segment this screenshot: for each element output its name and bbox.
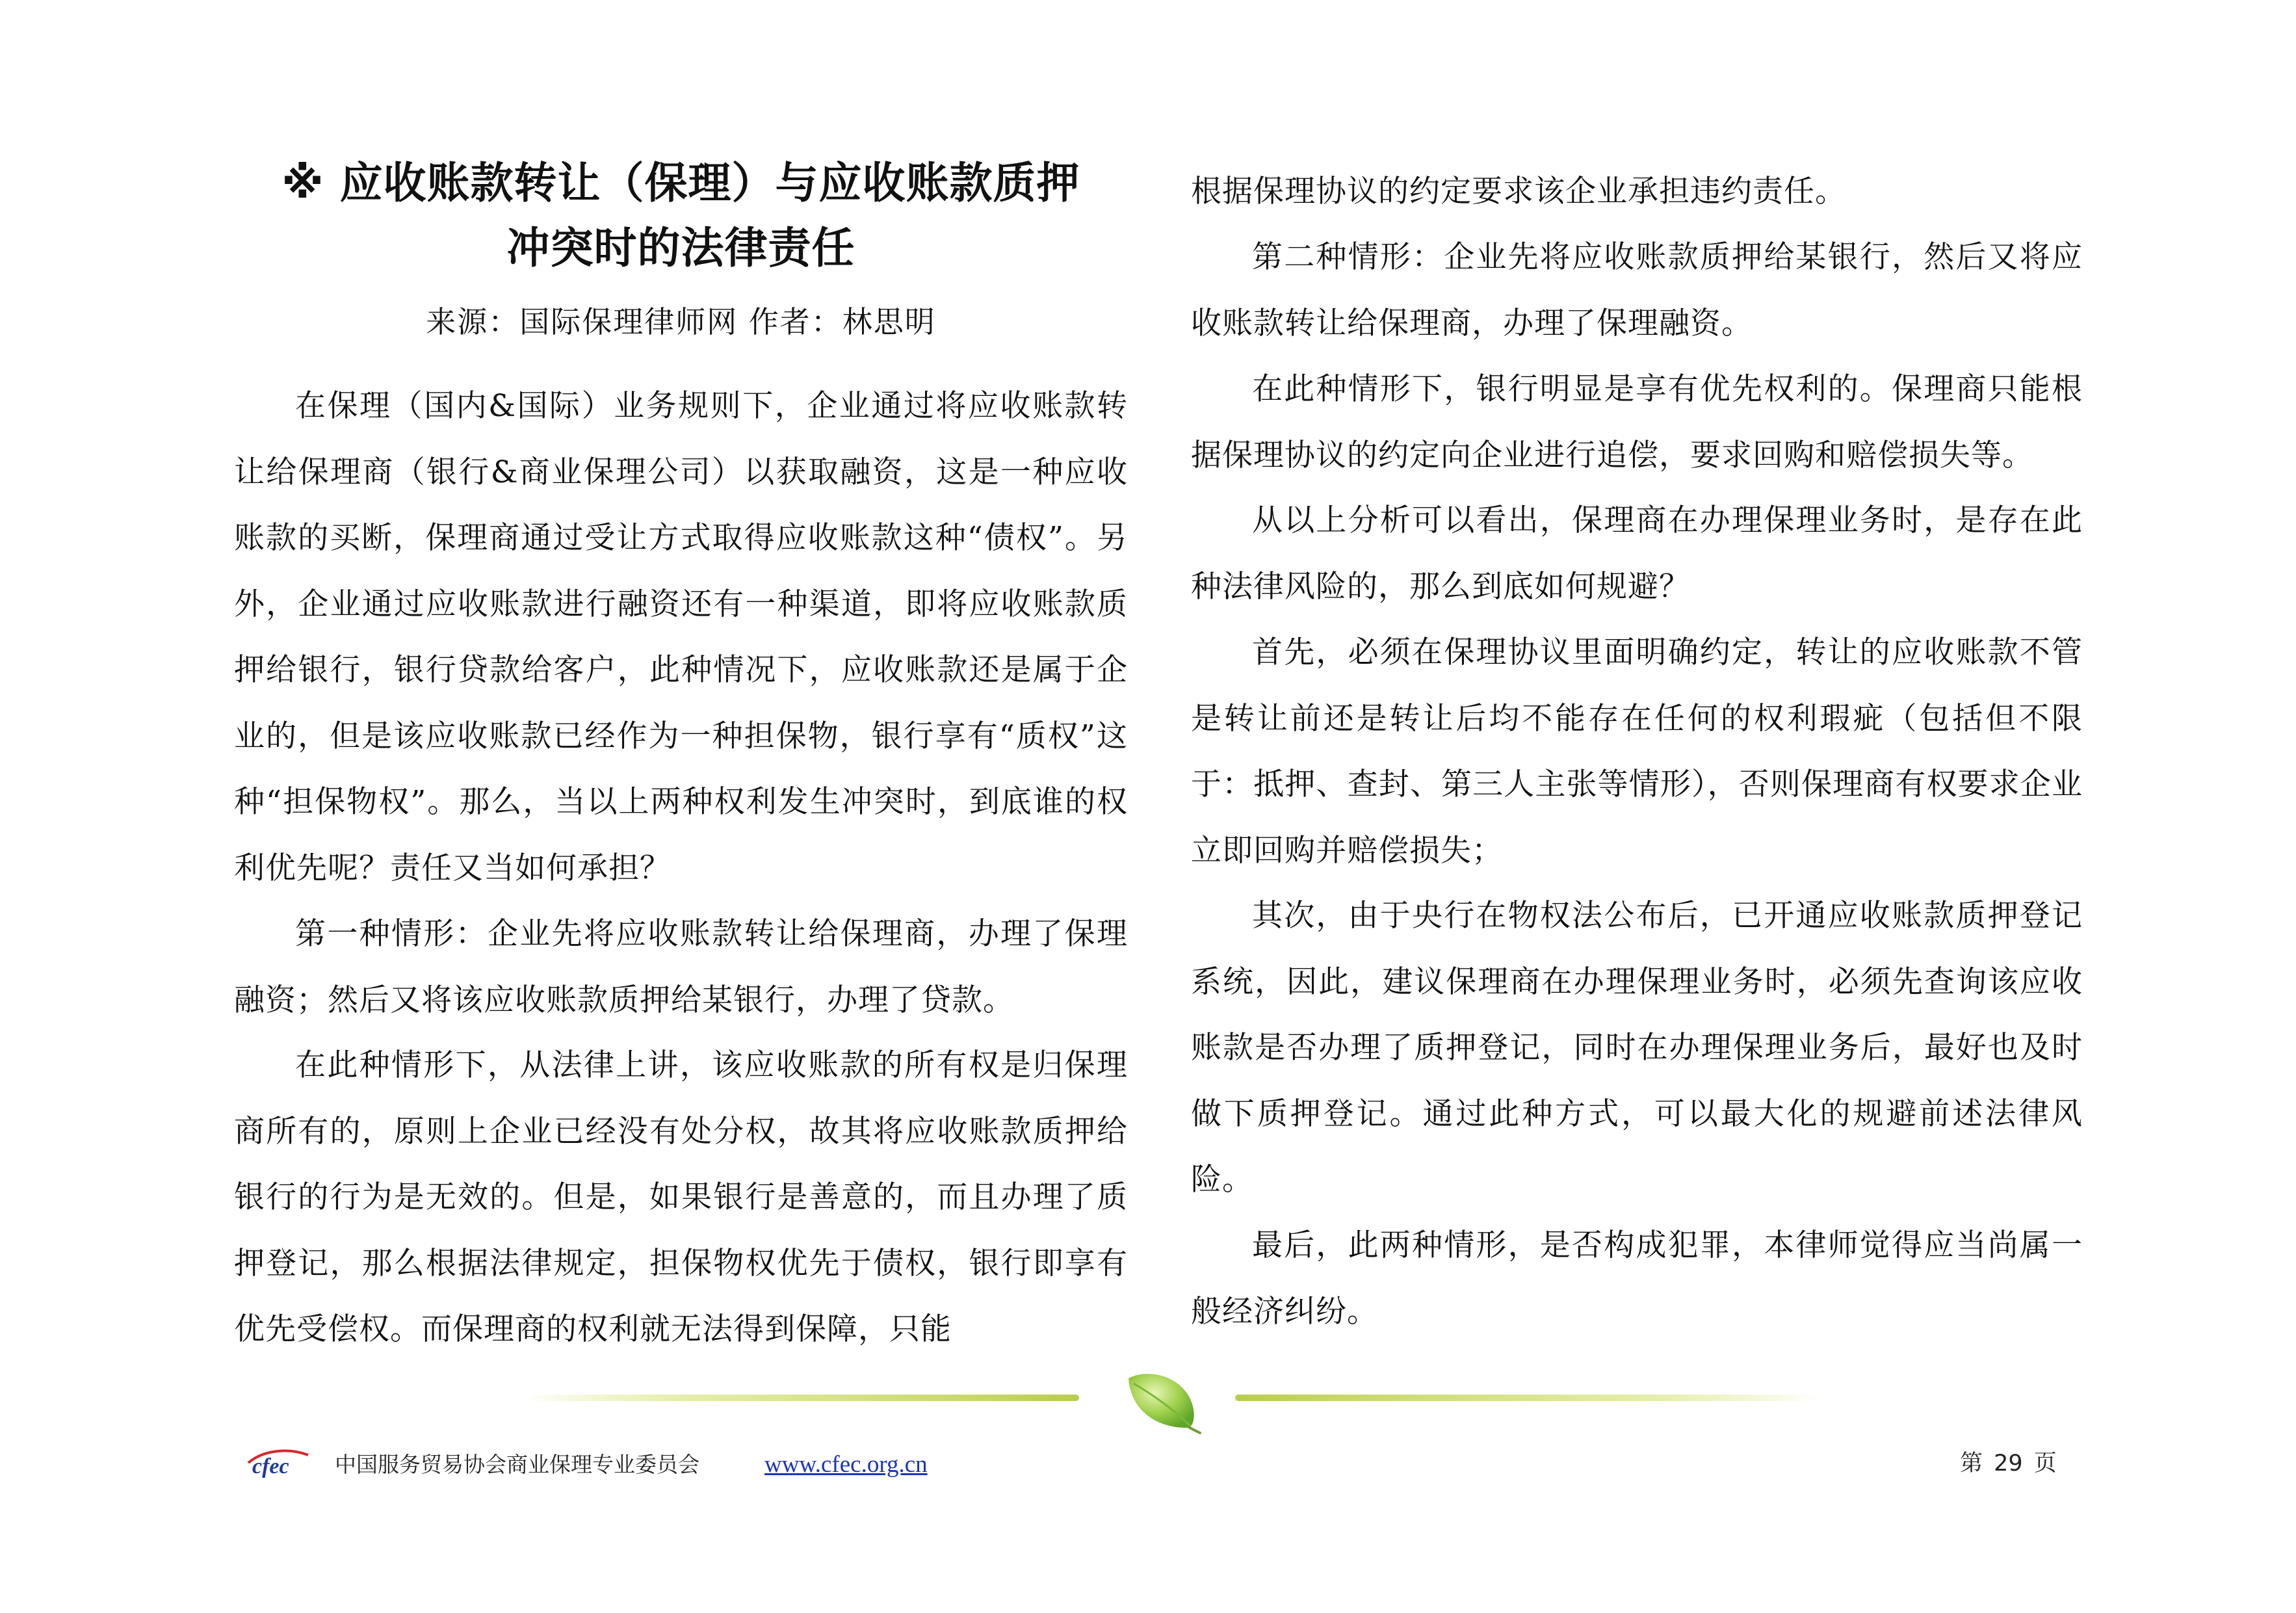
right-paragraph-7: 最后，此两种情形，是否构成犯罪，本律师觉得应当尚属一般经济纠纷。 xyxy=(1191,1227,2083,1330)
footer-website-link[interactable]: www.cfec.org.cn xyxy=(764,1451,928,1478)
leaf-icon xyxy=(1117,1364,1208,1436)
page-number: 第 29 页 xyxy=(1960,1450,2057,1476)
article-source: 来源：国际保理律师网 作者：林思明 xyxy=(426,304,936,339)
left-paragraph-1: 在保理（国内&国际）业务规则下，企业通过将应收账款转让给保理商（银行&商业保理公司）以获取融资，这是一种应收账款的买断，保理商通过受让方式取得应收账款这种“债权”。另外，企业通过应收账款进行融资还有一种渠道，即将应收账款质押给银行，银行贷款给客户，此种情况下，应收账款还是属于企业的，但是该应收账款已经作为一种担保物，银行享有“质权”这种“担保物权”。那么，当以上两种权利发生冲突时，到底谁的权利优先呢？责任又当如何承担？ xyxy=(234,388,1128,886)
article-title xyxy=(234,151,1128,281)
left-paragraph-2: 第一种情形：企业先将应收账款转让给保理商，办理了保理融资；然后又将该应收账款质押给某银行，办理了贷款。 xyxy=(234,916,1128,1018)
footer-divider-right xyxy=(1235,1395,1820,1401)
cfec-logo xyxy=(246,1443,311,1480)
article-title-line-2: 冲突时的法律责任 xyxy=(506,223,855,273)
right-paragraph-4: 从以上分析可以看出，保理商在办理保理业务时，是存在此种法律风险的，那么到底如何规避？ xyxy=(1191,503,2083,605)
right-paragraph-3: 在此种情形下，银行明显是享有优先权利的。保理商只能根据保理协议的约定向企业进行追偿，要求回购和赔偿损失等。 xyxy=(1191,371,2083,473)
right-paragraph-5: 首先，必须在保理协议里面明确约定，转让的应收账款不管是转让前还是转让后均不能存在任何的权利瑕疵（包括但不限于：抵押、查封、第三人主张等情形），否则保理商有权要求企业立即回购并赔偿损失； xyxy=(1191,635,2083,869)
right-paragraph-6: 其次，由于央行在物权法公布后，已开通应收账款质押登记系统，因此，建议保理商在办理保理业务时，必须先查询该应收账款是否办理了质押登记，同时在办理保理业务后，最好也及时做下质押登记。通过此种方式，可以最大化的规避前述法律风险。 xyxy=(1191,898,2083,1198)
footer-divider-left xyxy=(520,1395,1079,1401)
article-title-line-1: ※ 应收账款转让（保理）与应收账款质押 xyxy=(281,158,1080,208)
right-paragraph-2: 第二种情形：企业先将应收账款质押给某银行，然后又将应收账款转让给保理商，办理了保理融资。 xyxy=(1191,239,2083,341)
right-paragraph-1: 根据保理协议的约定要求该企业承担违约责任。 xyxy=(1191,174,1846,209)
footer-organization: 中国服务贸易协会商业保理专业委员会 xyxy=(335,1452,699,1477)
left-paragraph-3: 在此种情形下，从法律上讲，该应收账款的所有权是归保理商所有的，原则上企业已经没有处分权，故其将应收账款质押给银行的行为是无效的。但是，如果银行是善意的，而且办理了质押登记，那么根据法律规定，担保物权优先于债权，银行即享有优先受偿权。而保理商的权利就无法得到保障，只能 xyxy=(234,1047,1128,1347)
cfec-logo-text: cfec xyxy=(252,1454,289,1478)
